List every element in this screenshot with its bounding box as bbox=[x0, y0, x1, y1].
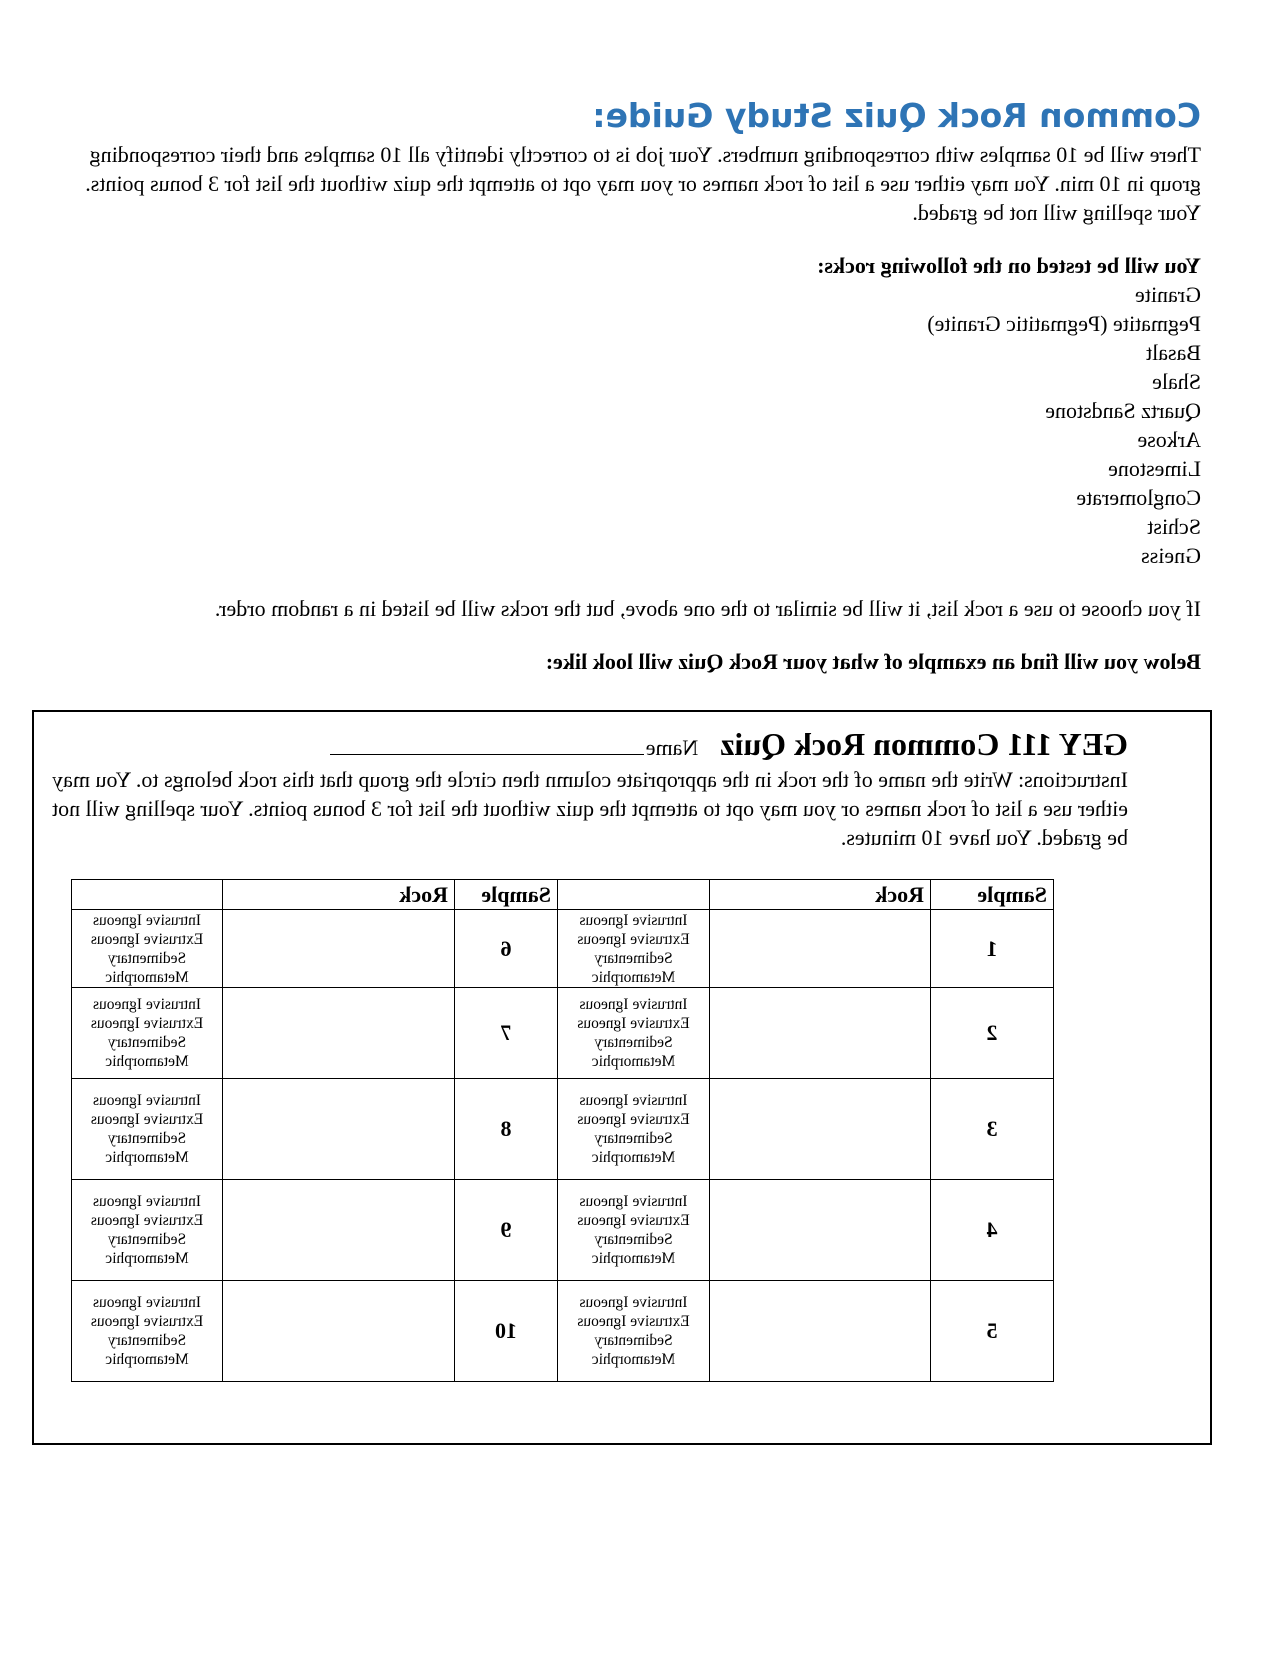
name-label: Name bbox=[645, 735, 699, 760]
column-header-sample: Sample bbox=[455, 880, 558, 910]
sample-number: 8 bbox=[455, 1079, 558, 1180]
group-option[interactable]: Intrusive Igneous bbox=[579, 996, 688, 1013]
sample-number: 9 bbox=[455, 1180, 558, 1281]
group-option[interactable]: Intrusive Igneous bbox=[92, 996, 202, 1013]
group-option[interactable]: Sedimentary bbox=[107, 1034, 187, 1051]
group-options bbox=[558, 1079, 710, 1180]
table-row bbox=[72, 910, 1054, 988]
tested-heading: You will be tested on the following rocks: bbox=[817, 252, 1201, 278]
group-option[interactable]: Metamorphic bbox=[105, 1053, 189, 1070]
table-row bbox=[72, 1079, 1054, 1180]
group-option[interactable]: Extrusive Igneous bbox=[90, 1015, 204, 1032]
group-option[interactable]: Intrusive Igneous bbox=[579, 1092, 688, 1109]
rock-answer-cell[interactable] bbox=[223, 1180, 455, 1281]
rock-item: Limestone bbox=[1108, 455, 1201, 481]
group-option[interactable]: Metamorphic bbox=[591, 1351, 676, 1368]
group-options bbox=[72, 1079, 223, 1180]
group-options bbox=[72, 1281, 223, 1382]
group-option[interactable]: Extrusive Igneous bbox=[577, 1111, 690, 1128]
sample-number: 1 bbox=[931, 910, 1054, 988]
group-options bbox=[72, 1180, 223, 1281]
column-header-group bbox=[72, 880, 223, 910]
group-option[interactable]: Extrusive Igneous bbox=[577, 1212, 690, 1229]
group-option[interactable]: Metamorphic bbox=[105, 1149, 189, 1166]
rock-item: Gneiss bbox=[1141, 542, 1201, 568]
group-option[interactable]: Sedimentary bbox=[107, 1130, 187, 1147]
sample-number: 3 bbox=[931, 1079, 1054, 1180]
group-option[interactable]: Sedimentary bbox=[594, 1231, 673, 1248]
rock-answer-cell[interactable] bbox=[223, 1079, 455, 1180]
group-options bbox=[558, 1180, 710, 1281]
column-header-group bbox=[558, 880, 710, 910]
example-heading: Below you will find an example of what your Rock Quiz will look like: bbox=[545, 648, 1201, 674]
rock-list-note: If you choose to use a rock list, it will be similar to the one above, but the rocks will be listed in a random order. bbox=[214, 595, 1201, 621]
sample-quiz-box bbox=[32, 710, 1212, 1445]
rock-item: Granite bbox=[1135, 281, 1201, 307]
group-options bbox=[72, 988, 223, 1079]
intro-paragraph: There will be 10 samples with corresponding numbers. Your job is to correctly identify all 10 samples and their corresponding group in 10 min. You may either use a list of rock names or you may opt to attempt the quiz without the list for 3 bonus points. Your spelling will not be graded. bbox=[85, 141, 1201, 225]
group-option[interactable]: Intrusive Igneous bbox=[92, 911, 202, 929]
group-option[interactable]: Sedimentary bbox=[107, 1231, 187, 1248]
group-option[interactable]: Sedimentary bbox=[107, 1332, 187, 1349]
group-option[interactable]: Intrusive Igneous bbox=[92, 1193, 202, 1210]
rock-answer-cell[interactable] bbox=[710, 1281, 931, 1382]
column-header-sample: Sample bbox=[931, 880, 1054, 910]
quiz-table bbox=[71, 879, 1054, 1382]
rock-item: Pegmatite (Pegmatitic Granite) bbox=[927, 310, 1201, 336]
group-option[interactable]: Extrusive Igneous bbox=[577, 930, 690, 948]
group-options bbox=[558, 1281, 710, 1382]
quiz-instructions: Instructions: Write the name of the rock in the appropriate column then circle the group that this rock belongs to. You may either use a list of rock names or you may opt to attempt the quiz without the list for 3 bonus points. Your spelling will not be graded. You have 10 minutes. bbox=[51, 767, 1128, 850]
rock-item: Schist bbox=[1147, 513, 1201, 539]
group-option[interactable]: Sedimentary bbox=[594, 1130, 673, 1147]
group-option[interactable]: Extrusive Igneous bbox=[577, 1015, 690, 1032]
group-option[interactable]: Metamorphic bbox=[591, 1149, 676, 1166]
group-options bbox=[72, 910, 223, 988]
rock-answer-cell[interactable] bbox=[710, 1079, 931, 1180]
study-guide bbox=[74, 96, 1201, 676]
rock-answer-cell[interactable] bbox=[710, 1180, 931, 1281]
group-option[interactable]: Extrusive Igneous bbox=[90, 1313, 204, 1330]
page-title: Common Rock Quiz Study Guide: bbox=[592, 96, 1201, 135]
group-option[interactable]: Metamorphic bbox=[591, 1250, 676, 1267]
group-options bbox=[558, 910, 710, 988]
rock-item: Basalt bbox=[1146, 339, 1201, 365]
group-option[interactable]: Sedimentary bbox=[594, 949, 673, 967]
quiz-header bbox=[48, 726, 1128, 852]
group-option[interactable]: Intrusive Igneous bbox=[579, 1294, 688, 1311]
rock-answer-cell[interactable] bbox=[710, 988, 931, 1079]
rock-list bbox=[74, 280, 1201, 570]
group-option[interactable]: Extrusive Igneous bbox=[90, 1111, 204, 1128]
group-option[interactable]: Metamorphic bbox=[591, 1053, 676, 1070]
table-row bbox=[72, 1281, 1054, 1382]
group-option[interactable]: Sedimentary bbox=[107, 949, 187, 967]
rock-answer-cell[interactable] bbox=[223, 988, 455, 1079]
group-option[interactable]: Extrusive Igneous bbox=[90, 1212, 204, 1229]
rock-item: Arkose bbox=[1137, 426, 1201, 452]
group-option[interactable]: Metamorphic bbox=[105, 1250, 189, 1267]
sample-number: 10 bbox=[455, 1281, 558, 1382]
rock-answer-cell[interactable] bbox=[710, 910, 931, 988]
group-option[interactable]: Intrusive Igneous bbox=[579, 1193, 688, 1210]
group-option[interactable]: Extrusive Igneous bbox=[577, 1313, 690, 1330]
table-row bbox=[72, 988, 1054, 1079]
table-header-row bbox=[72, 880, 1054, 910]
group-option[interactable]: Intrusive Igneous bbox=[92, 1294, 202, 1311]
rock-item: Shale bbox=[1152, 368, 1201, 394]
column-header-rock: Rock bbox=[710, 880, 931, 910]
group-option[interactable]: Sedimentary bbox=[594, 1332, 673, 1349]
group-options bbox=[558, 988, 710, 1079]
rock-answer-cell[interactable] bbox=[223, 1281, 455, 1382]
rock-answer-cell[interactable] bbox=[223, 910, 455, 988]
sample-number: 4 bbox=[931, 1180, 1054, 1281]
column-header-rock: Rock bbox=[223, 880, 455, 910]
name-field[interactable] bbox=[330, 734, 644, 755]
sample-number: 6 bbox=[455, 910, 558, 988]
rock-item: Conglomerate bbox=[1076, 484, 1201, 510]
group-option[interactable]: Metamorphic bbox=[105, 968, 189, 986]
table-row bbox=[72, 1180, 1054, 1281]
group-option[interactable]: Extrusive Igneous bbox=[90, 930, 204, 948]
sample-number: 2 bbox=[931, 988, 1054, 1079]
quiz-title: GEY 111 Common Rock Quiz bbox=[720, 726, 1128, 762]
rock-item: Quartz Sandstone bbox=[1045, 397, 1201, 423]
group-option[interactable]: Metamorphic bbox=[591, 968, 676, 986]
group-option[interactable]: Intrusive Igneous bbox=[92, 1092, 202, 1109]
sample-number: 7 bbox=[455, 988, 558, 1079]
group-option[interactable]: Sedimentary bbox=[594, 1034, 673, 1051]
group-option[interactable]: Intrusive Igneous bbox=[579, 911, 688, 929]
sample-number: 5 bbox=[931, 1281, 1054, 1382]
group-option[interactable]: Metamorphic bbox=[105, 1351, 189, 1368]
